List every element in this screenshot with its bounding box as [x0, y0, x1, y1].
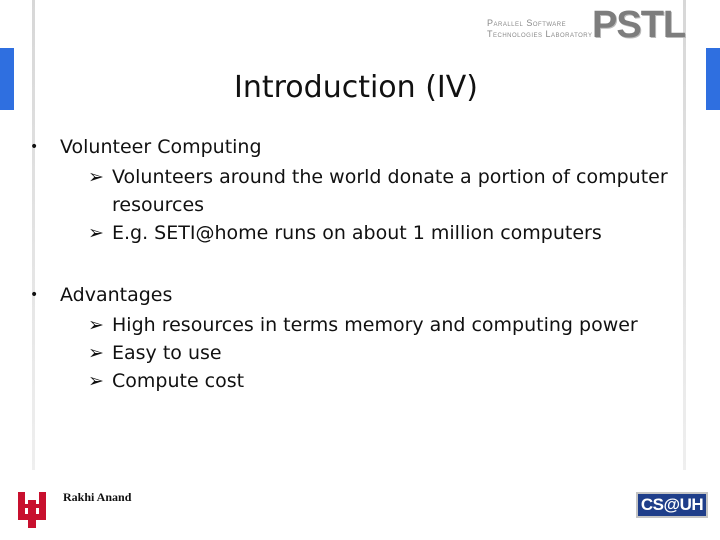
slide-body: [30, 132, 700, 428]
sub-bullet-text: E.g. SETI@home runs on about 1 million computers: [112, 222, 602, 244]
pstl-logo: PSTL: [592, 4, 686, 46]
lab-name-line2: Technologies Laboratory: [487, 29, 593, 39]
bullet-dot-icon: •: [30, 139, 39, 155]
arrow-bullet-icon: ➢: [88, 370, 104, 392]
bullet-dot-icon: •: [30, 287, 39, 303]
sub-bullet-list: [75, 311, 700, 395]
bullet-text: Volunteer Computing: [60, 136, 262, 158]
sub-bullet-item: [75, 367, 700, 395]
bullet-item: [30, 132, 700, 247]
sub-bullet-text: Easy to use: [112, 342, 222, 364]
sub-bullet-item: [75, 339, 700, 367]
sub-bullet-text: High resources in terms memory and computing power: [112, 314, 638, 336]
uh-logo-icon: [16, 490, 48, 530]
lab-name-line1: Parallel Software: [487, 18, 567, 28]
sub-bullet-list: [75, 163, 700, 247]
sub-bullet-item: [75, 311, 700, 339]
arrow-bullet-icon: ➢: [88, 222, 104, 244]
cs-uh-badge: CS@UH: [636, 492, 708, 518]
bullet-item: [30, 280, 700, 395]
slide-title: Introduction (IV): [234, 70, 478, 105]
bullet-text: Advantages: [60, 284, 173, 306]
sub-bullet-text: Compute cost: [112, 370, 245, 392]
author-name: Rakhi Anand: [63, 490, 132, 504]
arrow-bullet-icon: ➢: [88, 342, 104, 364]
sub-bullet-item: [75, 163, 700, 219]
sub-bullet-item: [75, 219, 700, 247]
sub-bullet-text: Volunteers around the world donate a portion of computer resources: [112, 166, 668, 216]
arrow-bullet-icon: ➢: [88, 314, 104, 336]
arrow-bullet-icon: ➢: [88, 166, 104, 188]
